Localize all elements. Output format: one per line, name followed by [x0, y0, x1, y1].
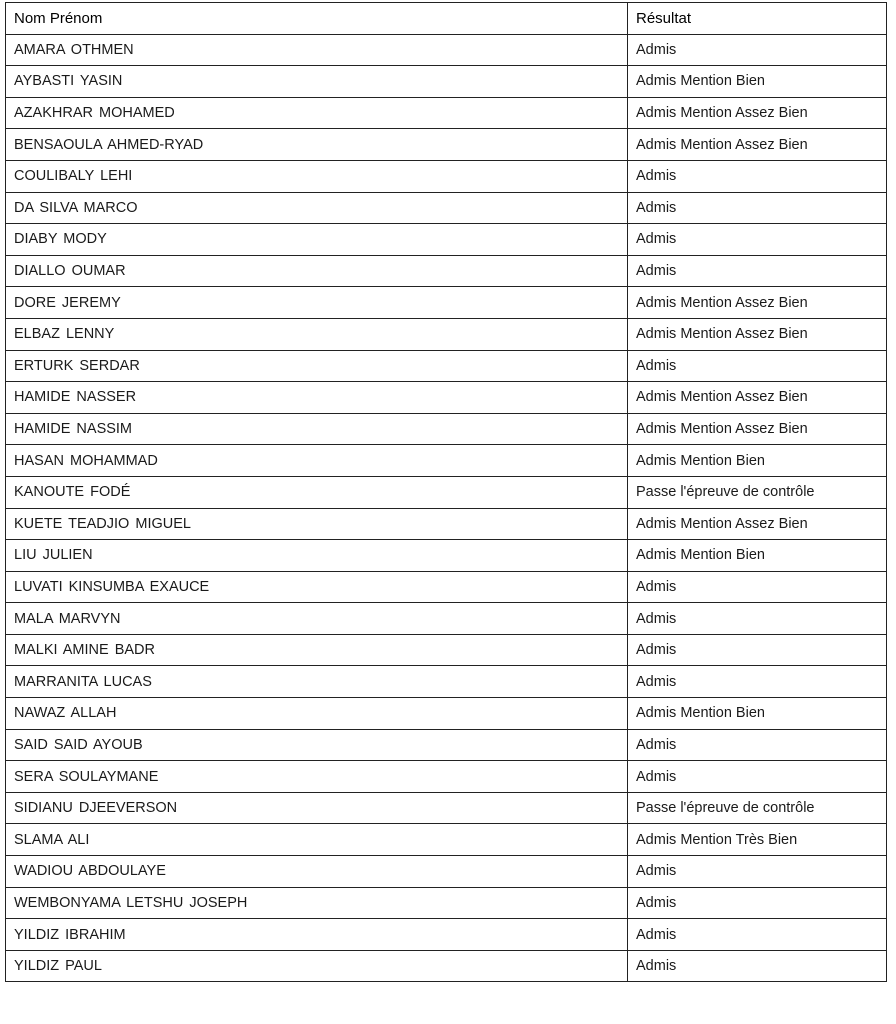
student-name-cell: WADIOU ABDOULAYE [6, 856, 628, 888]
table-row [6, 666, 887, 698]
result-cell: Admis [628, 603, 887, 635]
student-name-cell: DIALLO OUMAR [6, 255, 628, 287]
result-cell: Admis [628, 350, 887, 382]
student-name-cell: DA SILVA MARCO [6, 192, 628, 224]
result-cell: Passe l'épreuve de contrôle [628, 476, 887, 508]
student-name-cell: ELBAZ LENNY [6, 318, 628, 350]
student-name-cell: AZAKHRAR MOHAMED [6, 97, 628, 129]
table-row [6, 66, 887, 98]
results-table [5, 2, 887, 982]
table-row [6, 508, 887, 540]
result-cell: Admis [628, 192, 887, 224]
student-name-cell: SERA SOULAYMANE [6, 761, 628, 793]
result-cell: Passe l'épreuve de contrôle [628, 792, 887, 824]
table-row [6, 698, 887, 730]
student-name-cell: KUETE TEADJIO MIGUEL [6, 508, 628, 540]
result-cell: Admis Mention Assez Bien [628, 97, 887, 129]
student-name-cell: DORE JEREMY [6, 287, 628, 319]
table-row [6, 761, 887, 793]
student-name-cell: KANOUTE FODÉ [6, 476, 628, 508]
student-name-cell: NAWAZ ALLAH [6, 698, 628, 730]
student-name-cell: SIDIANU DJEEVERSON [6, 792, 628, 824]
student-name-cell: ERTURK SERDAR [6, 350, 628, 382]
result-cell: Admis [628, 160, 887, 192]
table-row [6, 34, 887, 66]
result-cell: Admis Mention Assez Bien [628, 318, 887, 350]
result-cell: Admis [628, 919, 887, 951]
student-name-cell: HAMIDE NASSER [6, 382, 628, 414]
result-cell: Admis Mention Bien [628, 66, 887, 98]
student-name-cell: BENSAOULA AHMED-RYAD [6, 129, 628, 161]
student-name-cell: COULIBALY LEHI [6, 160, 628, 192]
student-name-cell: YILDIZ IBRAHIM [6, 919, 628, 951]
table-row [6, 824, 887, 856]
table-row [6, 540, 887, 572]
student-name-cell: MALA MARVYN [6, 603, 628, 635]
result-cell: Admis [628, 856, 887, 888]
table-header [6, 3, 887, 35]
table-row [6, 160, 887, 192]
table-row [6, 445, 887, 477]
header-row [6, 3, 887, 35]
table-row [6, 350, 887, 382]
result-cell: Admis [628, 634, 887, 666]
table-row [6, 382, 887, 414]
result-cell: Admis Mention Très Bien [628, 824, 887, 856]
table-row [6, 792, 887, 824]
result-cell: Admis [628, 255, 887, 287]
table-body [6, 34, 887, 982]
column-header-name: Nom Prénom [6, 3, 628, 35]
table-row [6, 856, 887, 888]
student-name-cell: MALKI AMINE BADR [6, 634, 628, 666]
result-cell: Admis Mention Bien [628, 540, 887, 572]
result-cell: Admis Mention Assez Bien [628, 508, 887, 540]
table-row [6, 634, 887, 666]
student-name-cell: SAID SAID AYOUB [6, 729, 628, 761]
table-row [6, 224, 887, 256]
table-row [6, 318, 887, 350]
student-name-cell: HASAN MOHAMMAD [6, 445, 628, 477]
student-name-cell: MARRANITA LUCAS [6, 666, 628, 698]
table-row [6, 255, 887, 287]
result-cell: Admis [628, 224, 887, 256]
table-row [6, 192, 887, 224]
table-row [6, 887, 887, 919]
student-name-cell: DIABY MODY [6, 224, 628, 256]
result-cell: Admis Mention Assez Bien [628, 129, 887, 161]
result-cell: Admis [628, 34, 887, 66]
result-cell: Admis [628, 666, 887, 698]
student-name-cell: WEMBONYAMA LETSHU JOSEPH [6, 887, 628, 919]
result-cell: Admis [628, 729, 887, 761]
table-row [6, 571, 887, 603]
result-cell: Admis [628, 887, 887, 919]
table-row [6, 129, 887, 161]
table-row [6, 97, 887, 129]
table-row [6, 603, 887, 635]
table-row [6, 919, 887, 951]
table-row [6, 729, 887, 761]
student-name-cell: SLAMA ALI [6, 824, 628, 856]
result-cell: Admis [628, 950, 887, 982]
student-name-cell: LUVATI KINSUMBA EXAUCE [6, 571, 628, 603]
result-cell: Admis [628, 571, 887, 603]
result-cell: Admis Mention Bien [628, 445, 887, 477]
table-row [6, 950, 887, 982]
student-name-cell: LIU JULIEN [6, 540, 628, 572]
result-cell: Admis Mention Assez Bien [628, 382, 887, 414]
student-name-cell: YILDIZ PAUL [6, 950, 628, 982]
result-cell: Admis Mention Bien [628, 698, 887, 730]
column-header-result: Résultat [628, 3, 887, 35]
student-name-cell: AYBASTI YASIN [6, 66, 628, 98]
table-row [6, 287, 887, 319]
table-row [6, 413, 887, 445]
result-cell: Admis [628, 761, 887, 793]
student-name-cell: HAMIDE NASSIM [6, 413, 628, 445]
student-name-cell: AMARA OTHMEN [6, 34, 628, 66]
result-cell: Admis Mention Assez Bien [628, 413, 887, 445]
result-cell: Admis Mention Assez Bien [628, 287, 887, 319]
table-row [6, 476, 887, 508]
